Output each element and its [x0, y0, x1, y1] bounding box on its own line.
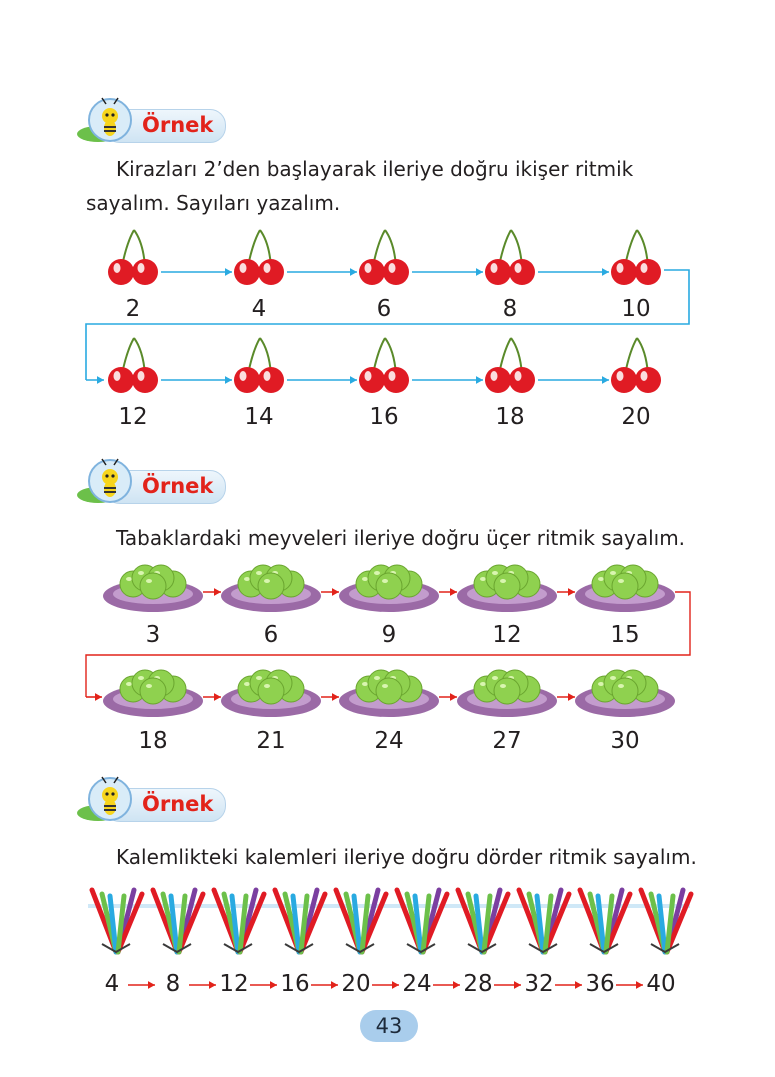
pencil-bunch-icon [397, 890, 447, 952]
number-label: 3 [145, 622, 161, 648]
sequence-number: 8 [165, 971, 181, 997]
sequence-number: 32 [524, 971, 554, 997]
number-label: 10 [621, 296, 651, 322]
number-label: 21 [256, 728, 286, 754]
sequence-number: 4 [104, 971, 120, 997]
sequence-number: 36 [585, 971, 615, 997]
pencil-bunch-icon [214, 890, 264, 952]
number-label: 18 [495, 404, 525, 430]
pencil-bunch-icon [458, 890, 508, 952]
number-label: 4 [251, 296, 267, 322]
sequence-number: 20 [341, 971, 371, 997]
pencil-bunch-icon [336, 890, 386, 952]
example-label: Örnek [142, 474, 214, 498]
pencil-bunch-icon [519, 890, 569, 952]
example2-text: Tabaklardaki meyveleri ileriye doğru üçer ritmik sayalım. [116, 526, 686, 550]
number-label: 14 [244, 404, 274, 430]
number-label: 24 [374, 728, 404, 754]
number-label: 27 [492, 728, 522, 754]
number-label: 8 [502, 296, 518, 322]
pencil-bunch-icon [580, 890, 630, 952]
sequence-number: 40 [646, 971, 676, 997]
number-label: 12 [492, 622, 522, 648]
number-label: 2 [125, 296, 141, 322]
number-label: 9 [381, 622, 397, 648]
number-label: 18 [138, 728, 168, 754]
pencil-bunch-icon [275, 890, 325, 952]
number-label: 15 [610, 622, 640, 648]
example1-text-line1: Kirazları 2’den başlayarak ileriye doğru ikişer ritmik [116, 157, 634, 181]
pencil-bunch-icon [92, 890, 142, 952]
number-label: 12 [118, 404, 148, 430]
sequence-number: 12 [219, 971, 249, 997]
example1-text-line2: sayalım. Sayıları yazalım. [86, 191, 341, 215]
number-label: 6 [376, 296, 392, 322]
example-label: Örnek [142, 113, 214, 137]
example3-text: Kalemlikteki kalemleri ileriye doğru dörder ritmik sayalım. [116, 845, 697, 869]
sequence-number: 28 [463, 971, 493, 997]
pencil-bunch-icon [641, 890, 691, 952]
number-label: 6 [263, 622, 279, 648]
pencil-bunch-icon [153, 890, 203, 952]
pencils-group [88, 890, 691, 952]
example-label: Örnek [142, 792, 214, 816]
sequence-number: 16 [280, 971, 310, 997]
number-label: 16 [369, 404, 399, 430]
number-label: 20 [621, 404, 651, 430]
sequence-number: 24 [402, 971, 432, 997]
page-number: 43 [360, 1010, 418, 1042]
number-label: 30 [610, 728, 640, 754]
